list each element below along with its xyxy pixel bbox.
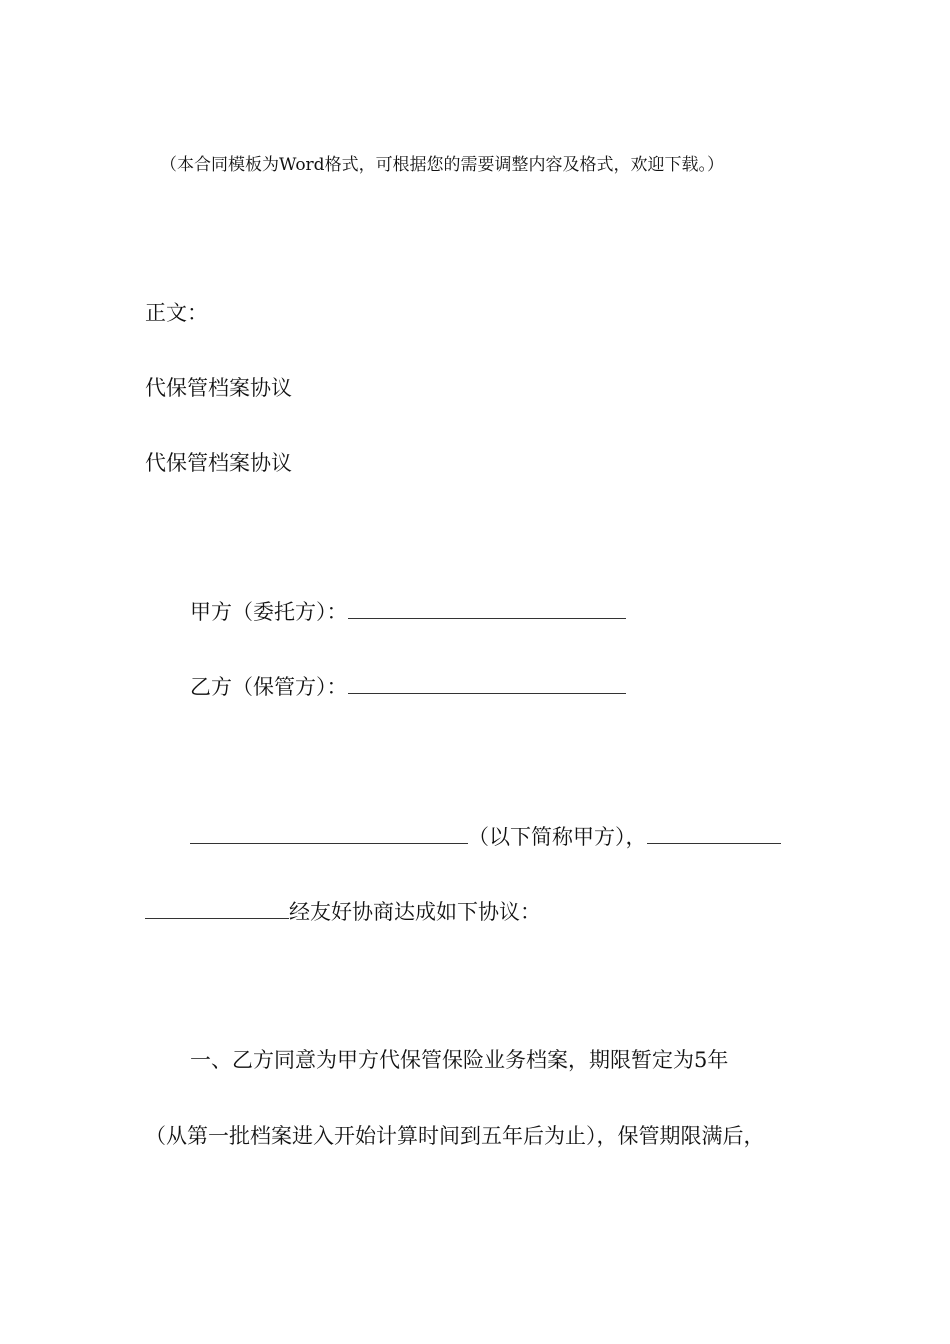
intro-line-1 [190, 823, 781, 851]
template-note: （本合同模板为Word格式，可根据您的需要调整内容及格式，欢迎下载。） [160, 155, 725, 175]
document-title-repeat: 代保管档案协议 [145, 451, 292, 475]
party-a-label: 甲方（委托方）： [190, 600, 348, 624]
intro-abbrev-text: （以下简称甲方）， [468, 825, 647, 849]
clause-1-line-2: （从第一批档案进入开始计算时间到五年后为止），保管期限满后， [145, 1124, 765, 1148]
clause-1-line-1: 一、乙方同意为甲方代保管保险业务档案，期限暂定为5年 [190, 1048, 729, 1072]
party-b-name-blank-1[interactable] [647, 825, 781, 844]
party-b-blank[interactable] [348, 675, 626, 694]
party-b-label: 乙方（保管方）： [190, 675, 348, 699]
party-b-row [190, 673, 626, 701]
document-title: 代保管档案协议 [145, 376, 292, 400]
party-a-row [190, 598, 626, 626]
party-b-name-blank-2[interactable] [145, 900, 289, 919]
intro-agreement-text: 经友好协商达成如下协议： [289, 900, 541, 924]
body-label: 正文： [145, 301, 208, 325]
party-a-blank[interactable] [348, 600, 626, 619]
party-a-name-blank[interactable] [190, 825, 468, 844]
intro-line-2 [145, 898, 541, 926]
